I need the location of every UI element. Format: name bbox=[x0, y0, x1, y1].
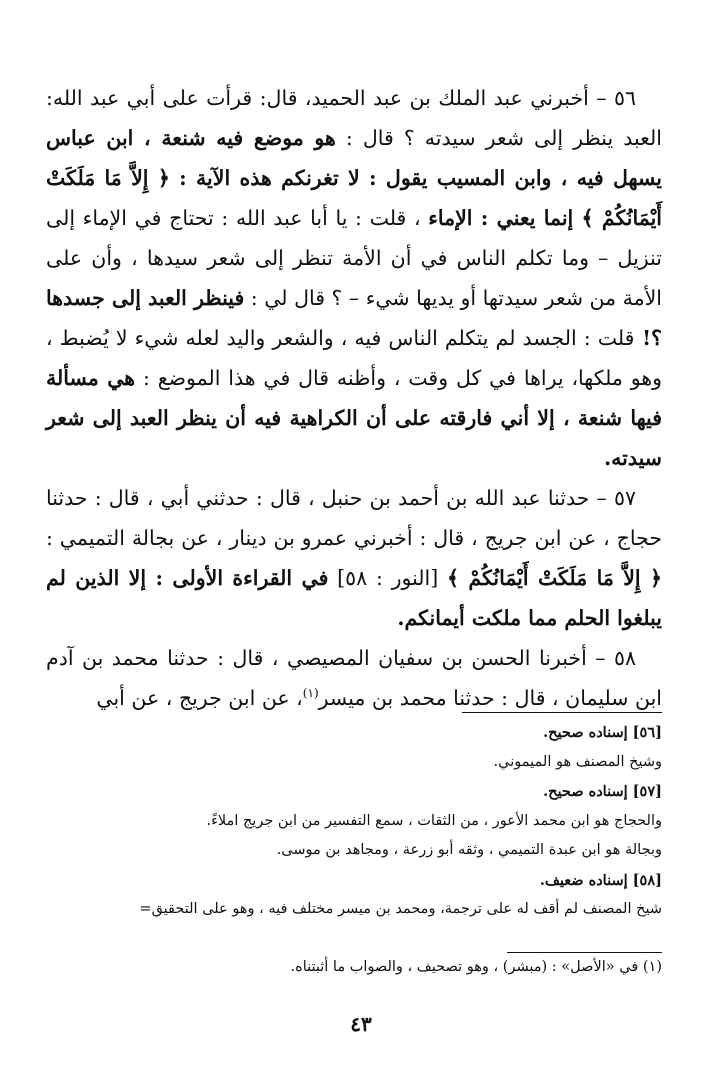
note-1: (١) في «الأصل» : (مبشر) ، وهو تصحيف ، والصواب ما أثبتناه. bbox=[290, 959, 662, 975]
footnote-line: [٥٨] إسناده ضعيف. bbox=[539, 871, 662, 889]
bold-segment: فينظر العبد إلى جسدها ؟! bbox=[45, 286, 662, 350]
footnote-line: وبجالة هو ابن عبدة التميمي ، وثقه أبو زرعة ، ومجاهد بن موسى. bbox=[276, 842, 662, 858]
text-segment: ، قلت : يا أبا عبد الله : تحتاج في الإماء إلى تنزيل – وما تكلم الناس في أن الأمة تنظر إلى شعر سيدها ، وأن على الأمة من شعر سيدتها أو يديها شيء – ؟ قال لي : bbox=[46, 206, 662, 310]
quran-verse: ﴿ إِلاَّ مَا مَلَكَتْ أَيْمَانُكُمْ ﴾ bbox=[447, 566, 662, 590]
main-text bbox=[46, 78, 662, 718]
bold-segment: هي مسألة فيها شنعة ، إلا أني فارقته على أن الكراهية فيه أن ينظر العبد إلى شعر سيدته. bbox=[46, 366, 662, 470]
paragraph-57 bbox=[46, 478, 662, 638]
footnote-line: [٥٧] إسناده صحيح. bbox=[543, 783, 662, 800]
footnote-line: شيخ المصنف لم أقف له على ترجمة، ومحمد بن ميسر مختلف فيه ، وهو على التحقيق= bbox=[139, 901, 662, 917]
text-segment: ، عن ابن جريج ، عن أبي bbox=[96, 686, 303, 710]
text-segment: قلت : الجسد لم يتكلم الناس فيه ، والشعر واليد لعله شيء لا يُضبط ، وهو ملكها، يراها في كل وقت ، وأظنه قال في هذا الموضع : bbox=[46, 326, 662, 390]
text-segment: ٥٧ – حدثنا عبد الله بن أحمد بن حنبل ، قال : حدثني أبي ، قال : حدثنا حجاج ، عن ابن جريج ، قال : أخبرني عمرو بن دينار ، عن بجالة التميمي : bbox=[46, 486, 662, 550]
footnote-line: [٥٦] إسناده صحيح. bbox=[543, 724, 662, 741]
bold-segment: هو موضع فيه شنعة ، ابن عباس يسهل فيه ، وابن المسيب يقول : لا تغرنكم هذه الآية : ﴿ إِلاَّ مَا مَلَكَتْ أَيْمَانُكُمْ ﴾ إنما يعني : الإماء bbox=[46, 126, 662, 230]
footnotes bbox=[46, 718, 662, 925]
footnote-line: وشيخ المصنف هو الميموني. bbox=[493, 753, 662, 770]
text-segment: ٥٨ – أخبرنا الحسن بن سفيان المصيصي ، قال : حدثنا محمد بن آدم ابن سليمان ، قال : حدثنا محمد بن ميسر bbox=[46, 646, 662, 710]
text-segment: ٥٦ – أخبرني عبد الملك بن عبد الحميد، قال: قرأت على أبي عبد الله: العبد ينظر إلى شعر سيدته ؟ قال : bbox=[46, 86, 662, 150]
footnote-divider bbox=[462, 712, 662, 713]
paragraph-58 bbox=[46, 638, 662, 718]
footnote-ref: (١) bbox=[302, 686, 319, 701]
bold-segment: في القراءة الأولى : إلا الذين لم يبلغوا الحلم مما ملكت أيمانكم. bbox=[46, 566, 662, 630]
text-segment: [النور : ٥٨] bbox=[328, 566, 448, 590]
footnote-line: والحجاج هو ابن محمد الأعور ، من الثقات ، سمع التفسير من ابن جريج املاءً. bbox=[206, 812, 662, 829]
paragraph-56 bbox=[46, 78, 662, 478]
page-number: ٤٣ bbox=[350, 1012, 372, 1036]
